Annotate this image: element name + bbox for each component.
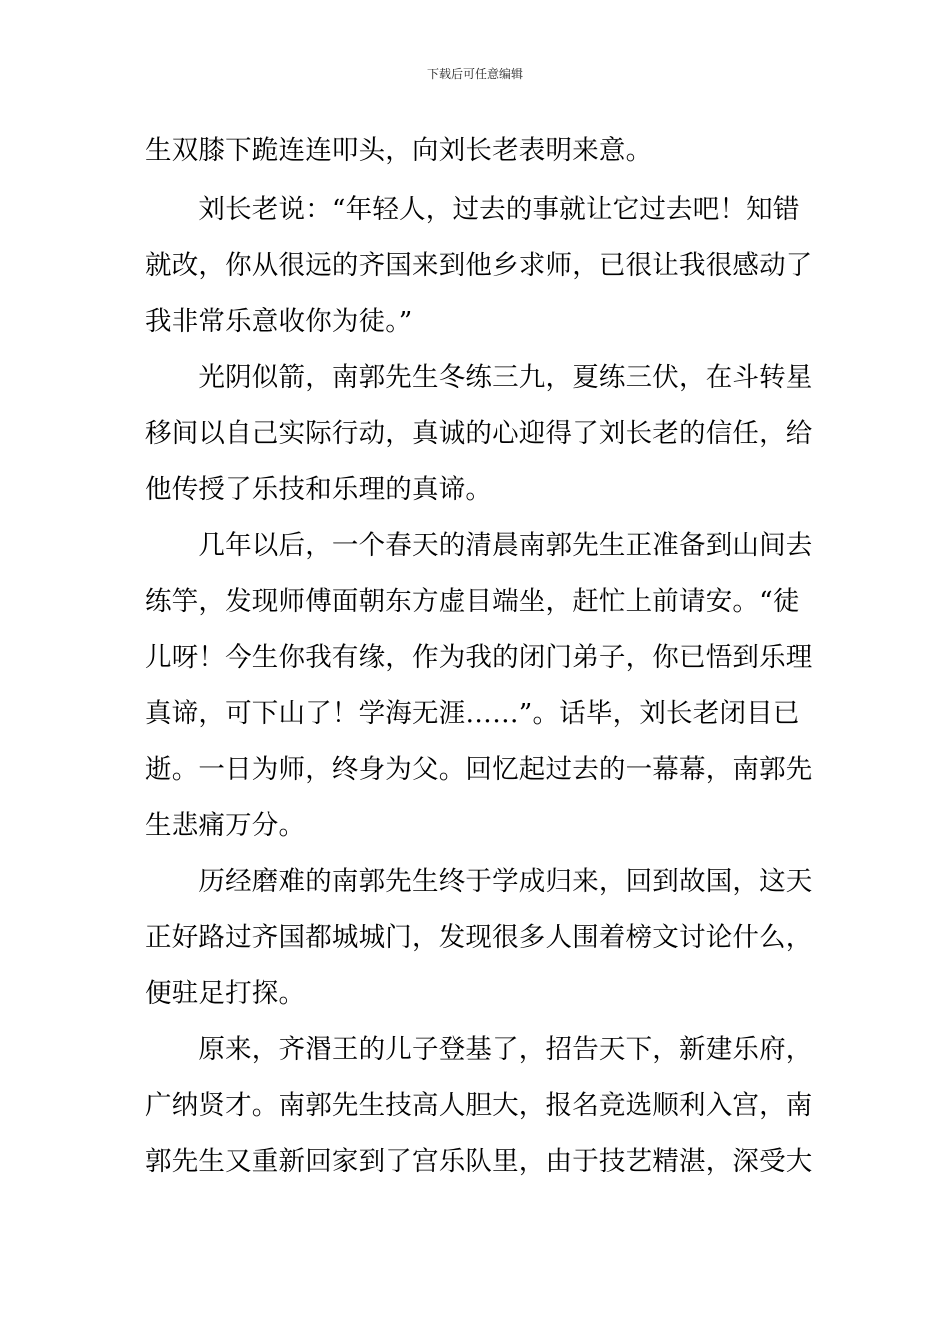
text-line: 移间以自己实际行动，真诚的心迎得了刘长老的信任，给 (145, 418, 813, 449)
text-line: 光阴似箭，南郭先生冬练三九，夏练三伏，在斗转星 (145, 362, 813, 393)
text-line: 生悲痛万分。 (145, 810, 306, 841)
text-line: 就改，你从很远的齐国来到他乡求师，已很让我很感动了 (145, 250, 813, 281)
text-line: 几年以后，一个春天的清晨南郭先生正准备到山间去 (145, 530, 813, 561)
text-line: 郭先生又重新回家到了宫乐队里，由于技艺精湛，深受大 (145, 1146, 813, 1177)
text-line: 广纳贤才。南郭先生技高人胆大，报名竞选顺利入宫，南 (145, 1090, 813, 1121)
text-line: 正好路过齐国都城城门，发现很多人围着榜文讨论什么， (145, 922, 813, 953)
text-line: 儿呀！今生你我有缘，作为我的闭门弟子，你已悟到乐理 (145, 642, 813, 673)
text-line: 真谛，可下山了！学海无涯……”。话毕，刘长老闭目已 (145, 698, 800, 729)
text-line: 我非常乐意收你为徒。” (145, 306, 413, 337)
text-line: 生双膝下跪连连叩头，向刘长老表明来意。 (145, 135, 653, 166)
text-line: 练竽，发现师傅面朝东方虚目端坐，赶忙上前请安。“徒 (145, 586, 800, 617)
text-line: 他传授了乐技和乐理的真谛。 (145, 474, 493, 505)
text-line: 便驻足打探。 (145, 978, 306, 1009)
text-line: 刘长老说：“年轻人，过去的事就让它过去吧！知错 (145, 194, 800, 225)
text-line: 历经磨难的南郭先生终于学成归来，回到故国，这天 (145, 866, 813, 897)
text-line: 原来，齐湣王的儿子登基了，招告天下，新建乐府， (145, 1034, 813, 1065)
page-header: 下载后可任意编辑 (426, 67, 523, 81)
text-line: 逝。一日为师，终身为父。回忆起过去的一幕幕，南郭先 (145, 754, 813, 785)
